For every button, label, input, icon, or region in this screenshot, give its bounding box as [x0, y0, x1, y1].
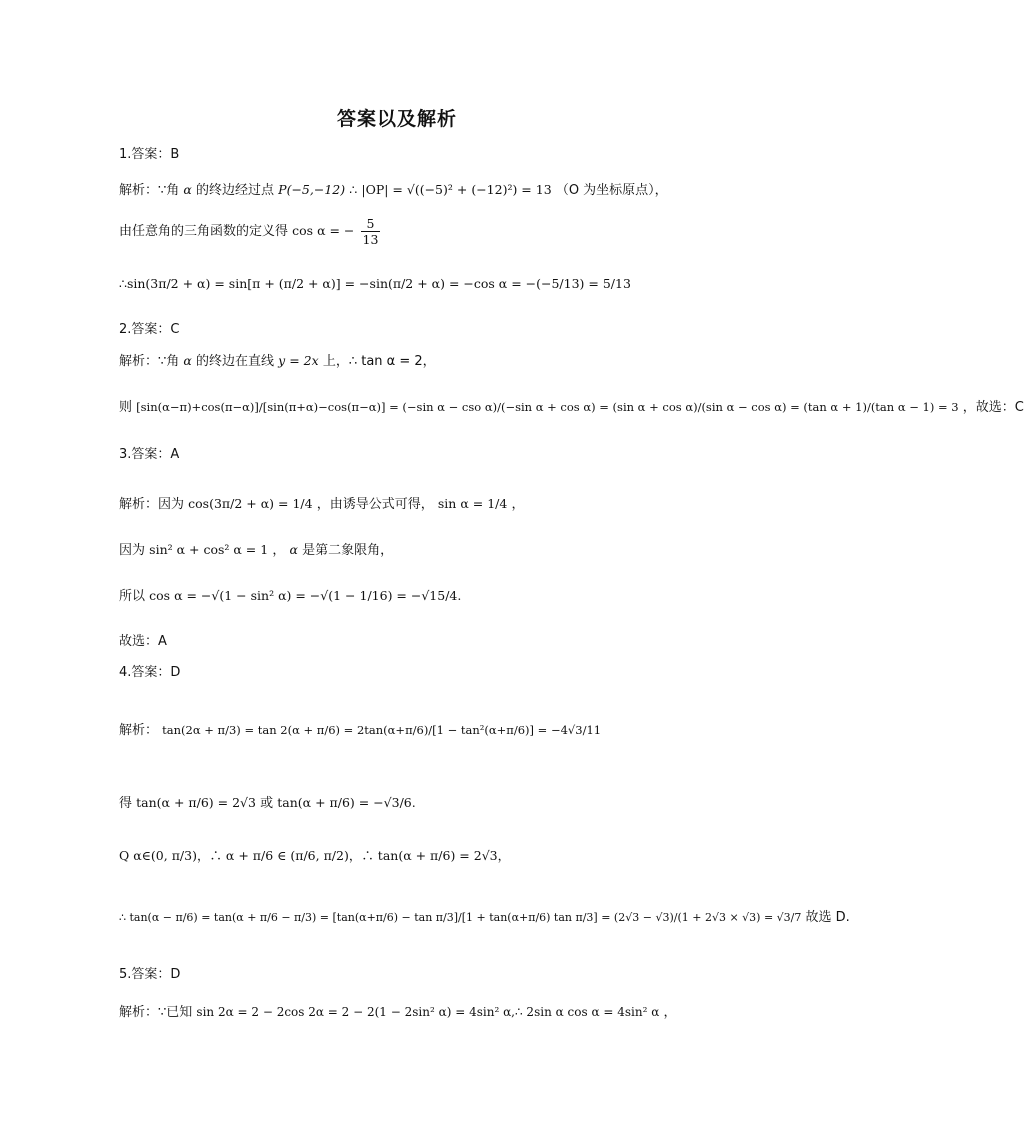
q1-line2 [119, 216, 382, 247]
q3-l1-prefix: 解析：因为 [119, 497, 185, 512]
q4-line4 [119, 910, 850, 926]
q4-l1-expr: tan(2α + π/3) = tan 2(α + π/6) = 2tan(α+π/6)/[1 − tan²(α+π/6)] = −4√3/11 [162, 723, 602, 737]
q2-l2-prefix: 则 [119, 400, 133, 415]
q5-l1-suffix: ， [663, 1005, 677, 1020]
q1-line1 [119, 182, 668, 199]
q4-l4-expr: ∴ tan(α − π/6) = tan(α + π/6 − π/3) = [tan(α+π/6) − tan π/3]/[1 + tan(α+π/6) tan π/3] = (2√3 − √3)/(1 + 2√3 × √3) = √3/7 [119, 911, 802, 924]
q4-l2-expr2: tan(α + π/6) = −√3/6. [277, 795, 416, 810]
q3-l1-suffix: ， [511, 497, 525, 512]
q3-l1-expr2: sin α = 1/4 [437, 496, 508, 511]
q4-l2-prefix: 得 [119, 796, 133, 811]
q3-l1-mid: ，由诱导公式可得， [316, 497, 434, 512]
q3-conclusion: 故选：A [119, 634, 167, 649]
q2-l1-alpha: α [183, 353, 192, 368]
q3-answer: 3.答案：A [119, 447, 180, 462]
q1-l1-mid: 的终边经过点 [196, 183, 275, 198]
q3-line1 [119, 496, 524, 513]
q4-line1 [119, 722, 601, 739]
q3-l3-prefix: 所以 [119, 589, 146, 604]
q3-l2-tail: 是第二象限角， [302, 543, 394, 558]
q2-line1 [119, 353, 436, 370]
q2-l1-mid: 的终边在直线 [196, 354, 275, 369]
q1-l1-prefix: 解析：∵角 [119, 183, 180, 198]
q3-l2-suffix: ， [272, 543, 286, 558]
q4-l2-expr1: tan(α + π/6) = 2√3 [136, 795, 256, 810]
q2-l2-expr: [sin(α−π)+cos(π−α)]/[sin(π+α)−cos(π−α)] = (−sin α − cso α)/(−sin α + cos α) = (sin α + cos α)/(sin α − cos α) = (tan α + 1)/(tan α − 1) = 3 [136, 400, 959, 414]
q1-l2-den: 13 [362, 232, 379, 247]
q5-line1 [119, 1004, 676, 1021]
q2-answer: 2.答案：C [119, 322, 180, 337]
q1-l1-op-expr: |OP| = √((−5)² + (−12)²) = 13 [361, 182, 552, 197]
q1-l2-lhs: cos α = − [292, 223, 355, 238]
q3-line2 [119, 542, 393, 559]
q2-l1-suffix: 上，∴ tan α = 2， [322, 354, 436, 369]
q3-l2-prefix: 因为 [119, 543, 146, 558]
q3-l2-alpha: α [289, 542, 298, 557]
q2-l1-line: y = 2x [278, 353, 319, 368]
page-title: 答案以及解析 [336, 108, 457, 130]
q2-l1-prefix: 解析：∵角 [119, 354, 180, 369]
q4-line3: Q α∈(0, π/3)，∴ α + π/6 ∈ (π/6, π/2)，∴ tan(α + π/6) = 2√3， [119, 848, 511, 863]
q2-line2 [119, 399, 1024, 416]
q3-line3 [119, 588, 461, 605]
q1-answer: 1.答案：B [119, 147, 180, 162]
q4-answer: 4.答案：D [119, 665, 181, 680]
q1-line3: ∴sin(3π/2 + α) = sin[π + (π/2 + α)] = −sin(π/2 + α) = −cos α = −(−5/13) = 5/13 [119, 276, 631, 291]
q5-l1-expr: sin 2α = 2 − 2cos 2α = 2 − 2(1 − 2sin² α) = 4sin² α,∴ 2sin α cos α = 4sin² α [196, 1005, 660, 1019]
q5-answer: 5.答案：D [119, 967, 181, 982]
q4-l2-or: 或 [260, 796, 274, 811]
q4-line2 [119, 795, 416, 812]
q3-l1-expr: cos(3π/2 + α) = 1/4 [188, 496, 313, 511]
q3-l3-expr: cos α = −√(1 − sin² α) = −√(1 − 1/16) = −√15/4. [149, 588, 462, 603]
q1-l2-num: 5 [361, 216, 381, 232]
q1-l1-note: （O 为坐标原点）， [555, 183, 668, 198]
q3-l2-expr: sin² α + cos² α = 1 [149, 542, 269, 557]
q4-l1-prefix: 解析： [119, 723, 159, 738]
q2-l2-suffix: ，故选：C [962, 400, 1024, 415]
q1-l1-point: P(−5,−12) [278, 182, 346, 197]
q1-l1-alpha: α [183, 182, 192, 197]
q4-l4-suffix: 故选 D. [805, 910, 850, 925]
q1-l2-fraction [361, 216, 381, 247]
q1-l1-therefore: ∴ [349, 182, 358, 197]
q5-l1-prefix: 解析：∵已知 [119, 1005, 193, 1020]
q1-l2-text: 由任意角的三角函数的定义得 [119, 224, 289, 239]
